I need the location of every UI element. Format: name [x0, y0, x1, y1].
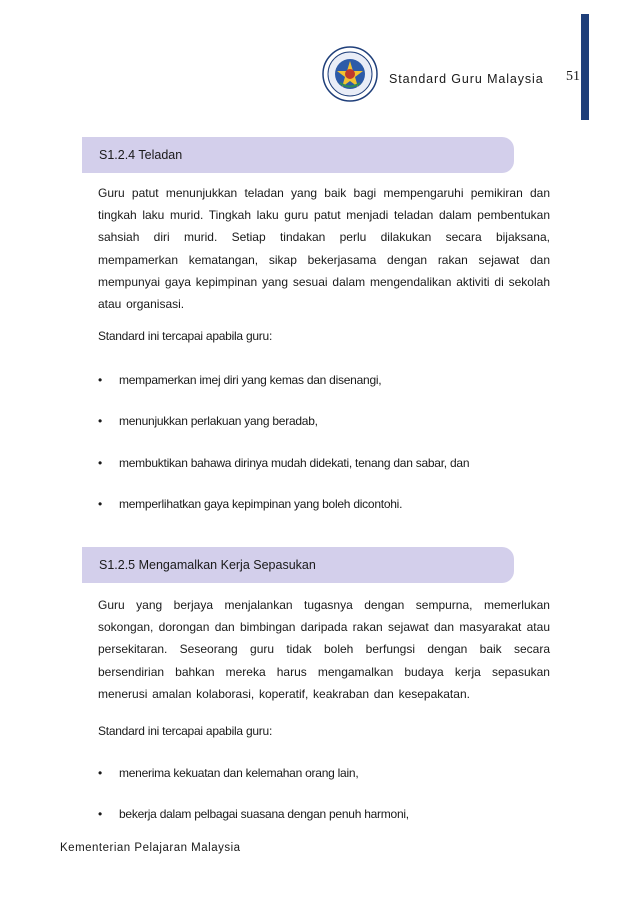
bullet-marker: •: [98, 497, 103, 511]
section-heading-teladan: S1.2.4 Teladan: [82, 137, 514, 173]
list-item: membuktikan bahawa dirinya mudah didekati, tenang dan sabar, dan: [119, 456, 470, 470]
list-item: mempamerkan imej diri yang kemas dan disenangi,: [119, 373, 382, 387]
bullet-marker: •: [98, 414, 103, 428]
footer-text: Kementerian Pelajaran Malaysia: [60, 842, 241, 854]
ministry-education-crest-icon: [322, 46, 378, 102]
section-paragraph-kerja-sepasukan: Guru yang berjaya menjalankan tugasnya dengan sempurna, memerlukan sokongan, dorongan dan bimbingan daripada rakan sejawat dan masyarakat atau persekitaran. Seseorang guru tidak boleh berfungsi dengan baik secara bersendirian bahkan mereka harus mengamalkan budaya kerja sepasukan menerusi amalan kolaborasi, koperatif, keakraban dan kesepakatan.: [98, 598, 550, 701]
list-item: memperlihatkan gaya kepimpinan yang boleh dicontohi.: [119, 497, 403, 511]
section-heading-kerja-sepasukan: S1.2.5 Mengamalkan Kerja Sepasukan: [82, 547, 514, 583]
standard-intro-text: Standard ini tercapai apabila guru:: [98, 329, 273, 343]
list-item: bekerja dalam pelbagai suasana dengan penuh harmoni,: [119, 807, 409, 821]
bullet-marker: •: [98, 373, 103, 387]
bullet-marker: •: [98, 807, 103, 821]
bullet-marker: •: [98, 456, 103, 470]
list-item: menunjukkan perlakuan yang beradab,: [119, 414, 318, 428]
standard-intro-text: Standard ini tercapai apabila guru:: [98, 724, 273, 738]
page-number: 51: [566, 69, 580, 84]
list-item: menerima kekuatan dan kelemahan orang lain,: [119, 766, 359, 780]
header-title: Standard Guru Malaysia: [389, 72, 544, 86]
bullet-marker: •: [98, 766, 103, 780]
header-accent-bar: [581, 14, 589, 120]
section-paragraph-teladan: Guru patut menunjukkan teladan yang baik bagi mempengaruhi pemikiran dan tingkah laku murid. Tingkah laku guru patut menjadi teladan dalam pembentukan sahsiah diri murid. Setiap tindakan perlu dilakukan secara bijaksana, mempamerkan kematangan, sikap bekerjasama dengan rakan sejawat dan mempunyai gaya kepimpinan yang sesuai dalam mengendalikan aktiviti di sekolah atau organisasi.: [98, 186, 550, 312]
